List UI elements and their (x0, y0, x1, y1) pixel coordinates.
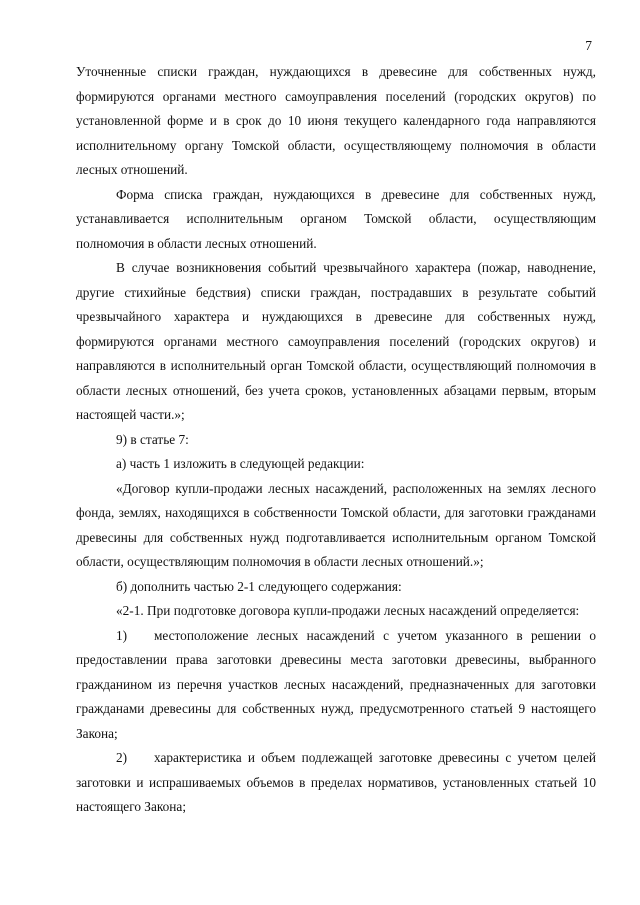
paragraph: Уточненные списки граждан, нуждающихся в древесине для собственных нужд, формируются органами местного самоуправления поселений (городских округов) по установленной форме и в срок до 10 июня текущего календарного года направляются исполнительному органу Томской области, осуществляющему полномочия в области лесных отношений. (76, 64, 596, 177)
paragraph: а) часть 1 изложить в следующей редакции: (116, 456, 365, 471)
paragraph: «Договор купли-продажи лесных насаждений, расположенных на землях лесного фонда, землях, находящихся в собственности Томской области, для заготовки гражданами древесины для собственных нужд подготавливается исполнительным органом Томской области, осуществляющим полномочия в области лесных отношений.»; (76, 480, 596, 569)
paragraph: 9) в статье 7: (116, 431, 189, 447)
paragraph: б) дополнить частью 2-1 следующего содержания: (116, 578, 402, 594)
paragraph: Форма списка граждан, нуждающихся в древесине для собственных нужд, устанавливается исполнительным органом Томской области, осуществляющим полномочия в области лесных отношений. (76, 186, 596, 251)
list-item-text: местоположение лесных насаждений с учетом указанного в решении о предоставлении права заготовки древесины места заготовки древесины, выбранного гражданином из перечня участков лесных насаждений, предназначенных для заготовки гражданами древесины для собственных нужд, предусмотренного статьей 9 настоящего Закона; (76, 627, 596, 741)
list-item-number: 1) (116, 627, 128, 643)
list-item-text: характеристика и объем подлежащей заготовке древесины с учетом целей заготовки и испрашиваемых объемов в пределах нормативов, установленных статьей 10 настоящего Закона; (76, 750, 596, 814)
document-body (76, 60, 596, 820)
list-item-number: 2) (116, 750, 128, 765)
paragraph: В случае возникновения событий чрезвычайного характера (пожар, наводнение, другие стихийные бедствия) списки граждан, пострадавших в результате событий чрезвычайного характера и нуждающихся в древесине для собственных нужд, формируются органами местного самоуправления поселений (городских округов) и направляются в исполнительный орган Томской области, осуществляющий полномочия в области лесных отношений, без учета сроков, установленных абзацами первым, вторым настоящей части.»; (76, 260, 596, 422)
paragraph: «2-1. При подготовке договора купли-продажи лесных насаждений определяется: (116, 603, 580, 618)
list-item (76, 746, 596, 820)
list-item (76, 624, 596, 747)
page-number: 7 (585, 38, 592, 53)
